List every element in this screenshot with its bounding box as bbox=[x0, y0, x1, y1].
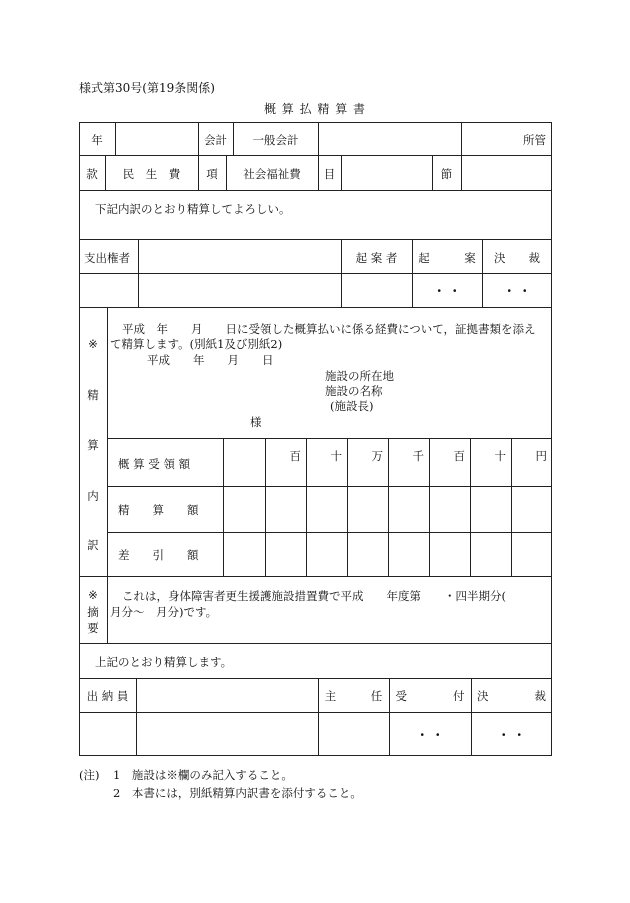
jurisdiction-label: 所管 bbox=[523, 133, 546, 147]
moku-label: 目 bbox=[323, 167, 336, 181]
statement-line1: 平成 年 月 日に受領した概算払いに係る経費について，証拠書類を添え bbox=[122, 322, 536, 336]
kan-label: 款 bbox=[86, 167, 98, 181]
form-number: 様式第30号(第19条関係) bbox=[79, 81, 215, 95]
col-line bbox=[461, 155, 462, 190]
remarks-label-char: 要 bbox=[87, 621, 99, 635]
note-item: 2 本書には，別紙精算内訳書を添付すること。 bbox=[113, 786, 362, 800]
col-line bbox=[115, 122, 116, 155]
receipt-date-dots: ・ ・ bbox=[416, 728, 444, 742]
facility-name: 施設の名称 bbox=[325, 384, 383, 398]
remarks-line2: 月分～ 月分)です。 bbox=[110, 605, 218, 619]
account-value: 一般会計 bbox=[252, 133, 299, 147]
decision-date-dots: ・ ・ bbox=[503, 284, 531, 298]
remarks-label-char: 摘 bbox=[87, 605, 99, 619]
digit-header: 十 bbox=[494, 449, 506, 463]
row-line bbox=[79, 155, 552, 156]
digit-header: 百 bbox=[453, 449, 465, 463]
statement-date: 平成 年 月 日 bbox=[147, 353, 274, 367]
row-line bbox=[107, 486, 552, 487]
treasurer-decision-label: 決 裁 bbox=[477, 689, 546, 703]
settle-text: 上記のとおり精算します。 bbox=[95, 655, 233, 669]
breakdown-label-char: 訳 bbox=[87, 538, 99, 552]
setsu-label: 節 bbox=[440, 167, 453, 181]
treasurer-label: 出 納 員 bbox=[86, 689, 129, 703]
breakdown-mark: ※ bbox=[88, 337, 98, 351]
row-line bbox=[79, 190, 552, 191]
col-line bbox=[138, 239, 139, 307]
kan-value: 民 生 費 bbox=[122, 167, 181, 181]
col-line bbox=[341, 155, 342, 190]
statement-line2: て精算します。(別紙1及び別紙2) bbox=[110, 337, 283, 351]
breakdown-label-char: 算 bbox=[87, 438, 99, 452]
page-title: 概 算 払 精 算 書 bbox=[263, 102, 367, 116]
row-line bbox=[107, 532, 552, 533]
digit-header: 十 bbox=[330, 449, 342, 463]
drafter-label: 起 案 者 bbox=[355, 251, 398, 265]
kou-value: 社会福祉費 bbox=[243, 167, 301, 181]
year-label: 年 bbox=[91, 133, 103, 147]
authorizer-label: 支出権者 bbox=[84, 251, 130, 265]
receipt-label: 受 付 bbox=[395, 689, 465, 703]
row-line bbox=[107, 438, 552, 439]
row-line bbox=[79, 643, 552, 644]
difference-label: 差 引 額 bbox=[118, 548, 199, 562]
intro-text: 下記内訳のとおり精算してよろしい。 bbox=[95, 202, 291, 216]
breakdown-label-char: 内 bbox=[87, 489, 99, 503]
notes-prefix: (注) bbox=[79, 768, 100, 782]
digit-header: 円 bbox=[535, 449, 547, 463]
draft-date-dots: ・ ・ bbox=[433, 284, 461, 298]
row-line bbox=[79, 712, 552, 713]
col-line bbox=[223, 438, 224, 576]
digit-header: 百 bbox=[289, 449, 301, 463]
settled-amount-label: 精 算 額 bbox=[118, 503, 199, 517]
advance-received-label: 概 算 受 領 額 bbox=[118, 457, 191, 471]
addressee: 様 bbox=[250, 415, 262, 429]
breakdown-label-char: 精 bbox=[87, 388, 99, 402]
col-line bbox=[107, 307, 108, 576]
row-line bbox=[79, 576, 552, 577]
col-line bbox=[318, 122, 319, 155]
note-item: 1 施設は※欄のみ記入すること。 bbox=[113, 768, 293, 782]
digit-header: 千 bbox=[412, 449, 424, 463]
account-label: 会計 bbox=[204, 133, 227, 147]
col-line bbox=[107, 576, 108, 643]
digit-header: 万 bbox=[371, 449, 383, 463]
remarks-mark: ※ bbox=[88, 588, 98, 602]
chief-label: 主 任 bbox=[324, 689, 383, 703]
draft-label: 起 案 bbox=[418, 251, 476, 265]
row-line bbox=[79, 678, 552, 679]
col-line bbox=[136, 678, 137, 756]
decision-label: 決 裁 bbox=[494, 251, 540, 265]
facility-head: (施設長) bbox=[330, 399, 374, 413]
row-line bbox=[79, 307, 552, 308]
treasurer-decision-date-dots: ・ ・ bbox=[497, 728, 525, 742]
remarks-line1: これは，身体障害者更生援護施設措置費で平成 年度第 ・四半期分( bbox=[122, 589, 506, 603]
facility-address: 施設の所在地 bbox=[325, 369, 394, 383]
kou-label: 項 bbox=[206, 167, 218, 181]
